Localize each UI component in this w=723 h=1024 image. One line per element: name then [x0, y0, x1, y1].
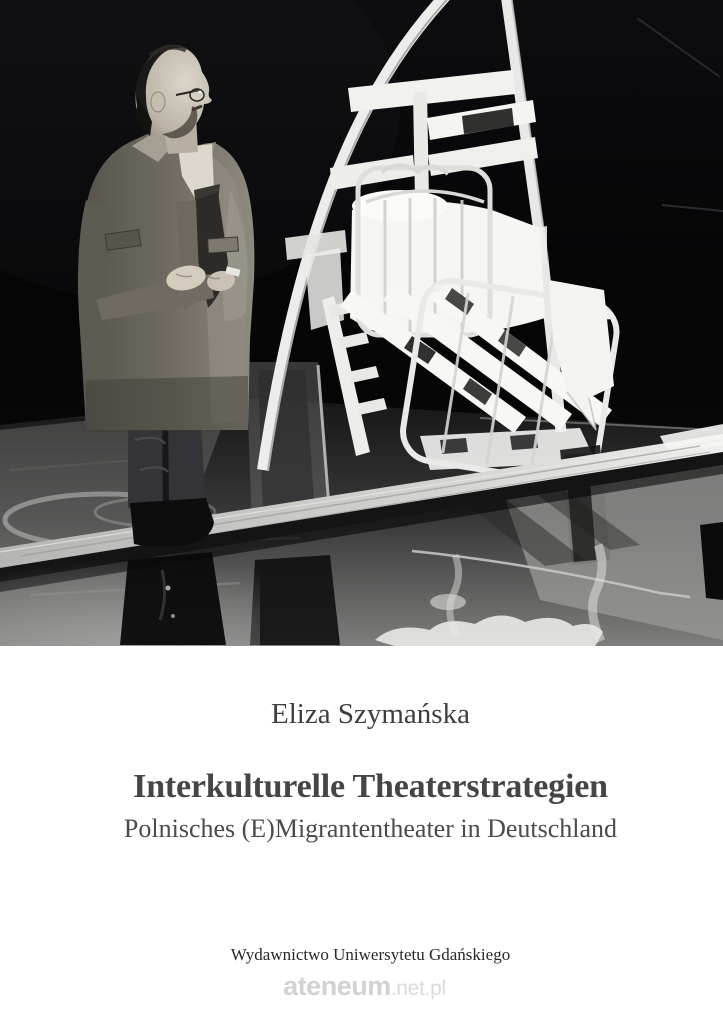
watermark — [0, 973, 723, 1000]
watermark-brand: ateneum — [283, 971, 391, 1001]
watermark-suffix: .net.pl — [390, 977, 446, 1000]
book-subtitle: Polnisches (E)Migrantentheater in Deutschland — [123, 814, 618, 843]
author-name: Eliza Szymańska — [271, 698, 470, 730]
publisher-name: Wydawnictwo Uniwersytetu Gdańskiego — [230, 945, 511, 964]
book-title: Interkulturelle Theaterstrategien — [133, 768, 608, 805]
